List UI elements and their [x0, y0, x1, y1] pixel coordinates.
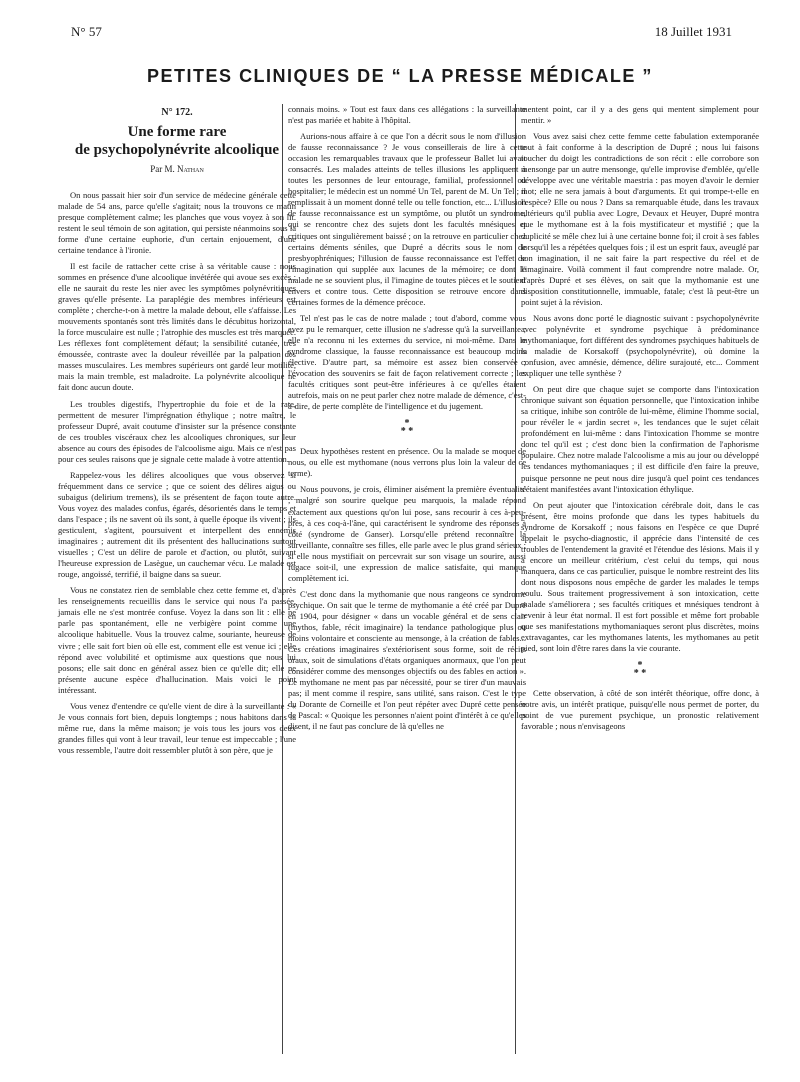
article-number: N° 172. — [161, 107, 193, 118]
byline — [58, 164, 296, 176]
separator-stars: * * — [400, 426, 414, 438]
paragraph: Les troubles digestifs, l'hypertrophie du foie et de la rate, permettent de mesurer l'imprégnation éthylique ; notre maître, le professeur Dupré, avait coutume d'insister sur la présence constante de ces troubles viscéraux chez les alcooliques chroniques, sur leur absence au cours des épisodes de l'alcoolisme aigu. Mais ce n'est pas pour ces seules raisons que je signale cette malade à votre attention. — [58, 398, 296, 464]
paragraph: Cette observation, à côté de son intérêt théorique, offre donc, à notre avis, un intérêt pratique, puisqu'elle nous permet de porter, du point de vue purement psychique, un pronostic relativement favorable ; nous n'envisageons — [521, 688, 759, 732]
paragraph: Vous avez saisi chez cette femme cette fabulation extemporanée tout à fait conforme à la description de Dupré ; nous lui faisons toucher du doigt les contradictions de son récit : elle corrobore son mensonge par un autre mensonge, qu'elle improvise d'emblée, qu'elle développe avec une véritable maestria : pas moyen d'avoir le dernier mot; elle ne sera jamais à bout d'arguments. Et qui trompe-t-elle en l'espèce? Elle ou nous ? Dans sa remarquable étude, dans les travaux ultérieurs qu'il publia avec Logre, Devaux et Heuyer, Dupré montra que le mythomane est à la fois mystificateur et mystifié ; que la duplicité se mêle chez lui à une certaine bonne foi; il croit à ses fables lorsqu'il les a répétées quelques fois ; il est un esprit faux, aveuglé par son imagination, il ne sait faire la part respective du réel et de l'imaginaire. Voilà comment il faut comprendre notre malade. Or, d'après Dupré et ses élèves, on sait que la mythomanie est une disposition constitutionnelle, immuable, fatale; c'est là peut-être un point sujet à la révision. — [521, 131, 759, 307]
paragraph: Aurions-nous affaire à ce que l'on a décrit sous le nom d'illusion de fausse reconnaissance ? Je vous conseillerais de lire à cette occasion les remarquables travaux que le professeur Ballet lui avait consacrés. Les malades atteints de telles illusions les appliquent à toutes les personnes de leur entourage, familial, professionnel ou hospitalier; le médecin est un nommé Un Tel, parent de M. Un Tel ; il remplissait à un moment donné telle ou telle fonction, etc... L'illusion de fausse reconnaissance est un symptôme, ou plutôt un syndrome, qui se rencontre chez des sujets dont les facultés mnésiques et critiques ont singulièrement baissé ; on la retrouve en particulier chez certains déments séniles, que Dupré a décrits sous le nom de presbyophréniques; l'illusion de fausse reconnaissance est l'effet de l'imagination qui supplée aux lacunes de la mémoire; ce dont le malade ne se souvient plus, il l'imagine de toutes pièces et le soutient envers et contre tous. Cette disposition se retrouve encore dans certaines formes de la démence précoce. — [288, 131, 526, 307]
column-2 — [288, 104, 526, 737]
section-banner: PETITES CLINIQUES DE “ LA PRESSE MÉDICALE ” — [147, 66, 653, 86]
byline-prefix: Par M. — [150, 164, 175, 174]
paragraph: On peut ajouter que l'intoxication cérébrale doit, dans le cas présent, être moins profonde que dans les types habituels du syndrome de Korsakoff ; nous faisons en l'espèce ce que Dupré appelait le psycho-diagnostic, il apprécie dans l'intensité de ces troubles de l'entendement la gravité et l'étendue des lésions. Mais il y a encore un meilleur critérium, c'est celui du temps, qui nous manquera, dans ce cas particulier, puisque le nombre restreint des lits dont nous disposons nous empêche de garder les malades le temps voulu. Sous traitement progressivement à son intoxication, cette malade s'améliorera ; ses facultés critiques et mnésiques tendront à revenir à leur état normal. Il est fort possible et même fort probable que ses manifestations mythomaniaques seront plus discrètes, moins extravagantes, car les mythomanes latents, les mythomanes au petit pied, sont loin d'être rares dans la vie courante. — [521, 499, 759, 654]
paragraph: On peut dire que chaque sujet se comporte dans l'intoxication chronique suivant son équation personnelle, que l'intoxication inhibe sa critique, inhibe son contrôle de lui-même, élimine l'homme social, pour révéler le « jardin secret », les tendances que le sujet célait profondément en lui-même : dans l'intoxication l'homme se montre donc tel qu'il est ; c'est donc bien la confirmation de l'aphorisme populaire. Chez notre malade l'alcoolisme a mis au jour ou développé les tendances mythomaniaques ; il est difficile d'en faire la preuve, puisque personne ne peut nous dire jusqu'à quel point ces tendances s'étaient manifestées avant l'intoxication éthylique. — [521, 384, 759, 494]
paragraph: Il est facile de rattacher cette crise à sa véritable cause : nous sommes en présence d'une alcoolique invétérée qui avoue ses excès ; elle ne saurait du reste les nier avec les symptômes polynévritiques graves qu'elle présente. La paraplégie des membres inférieurs est complète ; cherche-t-on à mettre la malade debout, elle s'affaisse. Les mouvements spontanés sont très limités dans le décubitus horizontal, la force musculaire est nulle ; l'atrophie des muscles est très marquée. Les réflexes font complètement défaut; la sensibilité cutanée, très émoussée, contraste avec la douleur réveillée par la palpation des masses musculaires. Les membres supérieurs ont gardé leur motilité, mais la main tremble, est maladroite. La polynévrite alcoolique ne fait donc aucun doute. — [58, 260, 296, 393]
paragraph: Rappelez-vous les délires alcooliques que vous observez si fréquemment dans ce service ; que ce soient des délires aigus ou subaigus (delirium tremens), ils se présentent de façon toute autre. Vous voyez des malades confus, égarés, désorientés dans le temps et dans l'espace ; ils ne savent où ils sont, à quelle époque ils vivent ; ils gesticulent, s'agitent, poursuivent et interpellent des ennemis imaginaires ; autrement dit ils présentent des hallucinations surtout visuelles ; C'est un délire de parole et d'action, ou plutôt, suivant l'heureuse expression de Lasègue, un cauchemar vécu. Le malade est rouge, angoissé, terrifié, il baigne dans sa sueur. — [58, 469, 296, 580]
column-1-body — [58, 190, 296, 756]
column-2-body-bottom — [288, 446, 526, 732]
separator-star: * — [637, 660, 643, 672]
paragraph: Tel n'est pas le cas de notre malade ; tout d'abord, comme vous avez pu le remarquer, cette illusion ne s'adresse qu'à la surveillante ; elle n'a reconnu ni les externes du service, ni moi-même. Dans le syndrome classique, la fausse reconnaissance est beaucoup moins élective. D'autre part, sa mémoire est assez bien conservée ; l'évocation des souvenirs se fait de façon relativement correcte ; les facultés critiques sont peut-être inférieures à ce qu'elles étaient autrefois, mais on ne peut parler chez notre malade de démence, c'est-à-dire, de perte complète de l'intelligence et du jugement. — [288, 312, 526, 412]
column-1 — [58, 104, 296, 761]
article-title — [58, 123, 296, 159]
paragraph: C'est donc dans la mythomanie que nous rangeons ce syndrome psychique. On sait que le terme de mythomanie a été créé par Dupré en 1904, pour désigner « dans un vocable général et de sens clair (mythos, fable, récit imaginaire) la tendance pathologique plus ou moins volontaire et consciente au mensonge, à la création de fables... Ces créations imaginaires s'extériorisent sous forme, soit de récits oraux, soit de simulations d'états organiques anormaux, que l'on peut considérer comme des mensonges objectifs ou des fables en action ». Le mythomane ne ment pas par nécessité, pour se tirer d'un mauvais pas; il ment comme il respire, sans utilité, sans raison. C'est le type du Dorante de Corneille et l'on peut répéter avec Dupré cette pensée de Pascal: « Quoique les personnes n'aient point d'intérêt à ce qu'elles disent, il ne faut pas conclure de là qu'elles ne — [288, 588, 526, 732]
column-3-body-top — [521, 104, 759, 654]
issue-date: 18 Juillet 1931 — [654, 24, 732, 39]
paragraph: Nous avons donc porté le diagnostic suivant : psychopolynévrite avec polynévrite et syndrome psychique à prédominance mythomaniaque, fort différent des syndromes psychiques habituels de la maladie de Korsakoff (psychopolynévrite), où domine la confusion, avec amnésie, démence, délire surajouté, etc... Comment expliquer une telle synthèse ? — [521, 312, 759, 379]
section-separator — [521, 662, 759, 678]
paragraph: Vous ne constatez rien de semblable chez cette femme et, d'après les renseignements recueillis dans le service qui nous l'a passée, jamais elle ne s'est montrée confuse. Voyez la dans son lit : elle ne parle pas spontanément, elle ne verbigère point comme une alcoolique habituelle. Vous la trouvez calme, souriante, heureuse de vivre ; elle sait fort bien où elle est, comment elle est venue ici ; elle répond avec volubilité et optimisme aux questions que nous lui posons; elle sait donc en général assez bien ce qu'elle dit; elle ne présente aucune espèce d'hallucination. Mais voici le point intéressant. — [58, 585, 296, 695]
author-name: Nathan — [176, 164, 204, 174]
section-separator — [288, 420, 526, 436]
paragraph: On nous passait hier soir d'un service de médecine générale cette malade de 54 ans, parce qu'elle s'agitait; nous la trouvons ce matin presque complètement calme; les planches que vous voyez à son lit. restent le seul témoin de son agitation, qui persiste néanmoins sous la forme d'une certaine euphorie, d'un certain enjouement, d'une certaine tendance à l'ironie. — [58, 189, 296, 255]
column-2-body-top — [288, 104, 526, 412]
separator-stars: * * — [633, 668, 647, 680]
column-3 — [521, 104, 759, 737]
article-title-line-1: Une forme rare — [127, 124, 227, 140]
paragraph: mentent point, car il y a des gens qui mentent simplement pour mentir. » — [521, 104, 759, 126]
paragraph: connais moins. » Tout est faux dans ces allégations : la surveillante n'est pas mariée et habite à l'hôpital. — [288, 104, 526, 126]
separator-star: * — [404, 418, 410, 430]
column-3-body-bottom — [521, 688, 759, 732]
paragraph: Vous venez d'entendre ce qu'elle vient de dire à la surveillante : « Je vous connais fort bien, depuis longtemps ; nous habitons dans la même rue, dans la même maison; je vois tous les jours vos deux grandes filles qui vont à leur travail, leur tenue est impeccable ; l'une vous ressemble, l'autre doit ressembler plutôt à son père, que je — [58, 700, 296, 755]
paragraph: Deux hypothèses restent en présence. Ou la malade se moque de nous, ou elle est mythomane (nous verrons plus loin la valeur de ce terme). — [288, 446, 526, 479]
paragraph: Nous pouvons, je crois, éliminer aisément la première éventualité ; malgré son sourire quelque peu marquois, la malade répond exactement aux questions qu'on lui pose, sans recourir à ces à-peu-près, à ces coq-à-l'âne, qui caractérisent le syndrome des réponses à côté (syndrome de Ganser). Lorsqu'elle prétend reconnaître la surveillante, connaître ses filles, elle parle avec le plus grand sérieux ; si elle nous mystifiait on percevrait sur son visage un sourire, aussi fugace soit-il, une expression de malice satisfaite, qui manque complètement ici. — [288, 484, 526, 583]
issue-number: N° 57 — [71, 24, 102, 39]
article-title-line-2: de psychopolynévrite alcoolique — [74, 142, 280, 158]
